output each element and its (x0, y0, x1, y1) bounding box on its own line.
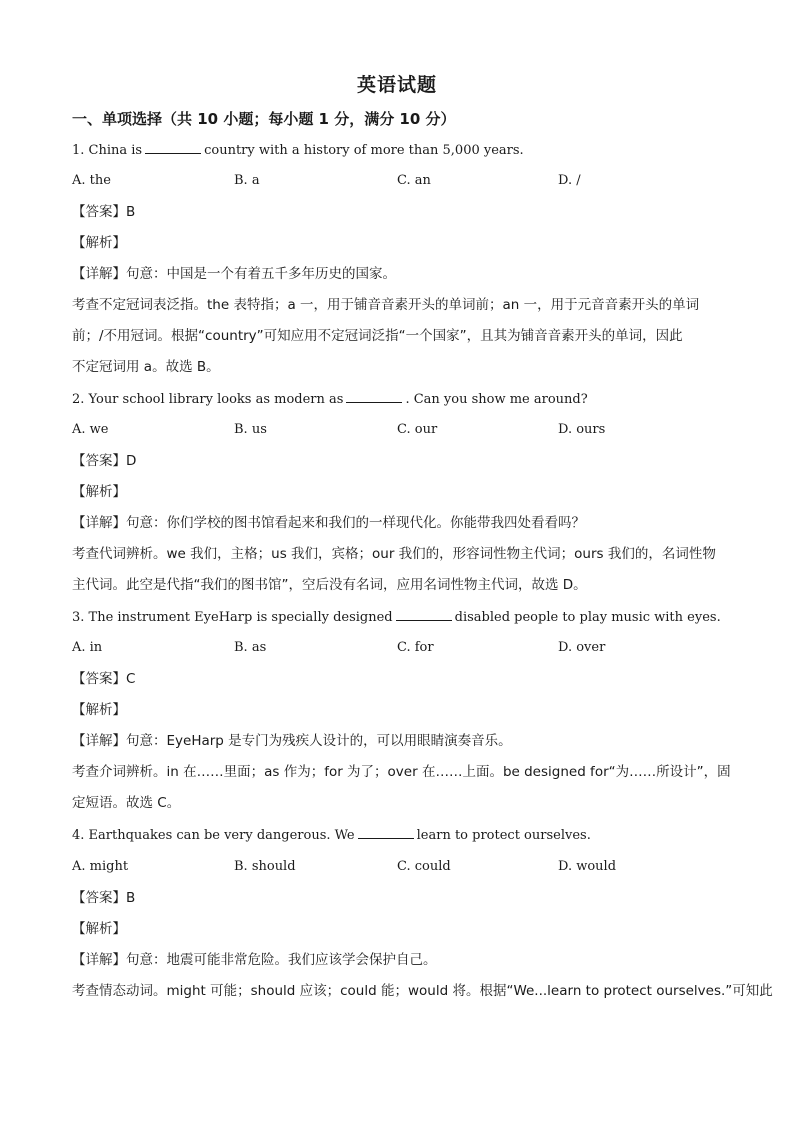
answer-line: 【答案】D (72, 453, 137, 469)
option-c: C. could (397, 859, 451, 874)
option-row (72, 639, 722, 657)
option-a: A. might (72, 859, 129, 874)
analysis-heading: 【解析】 (72, 921, 126, 937)
question-stem: 2. Your school library looks as modern as . Can you show me around? (72, 392, 588, 407)
analysis-heading: 【解析】 (72, 235, 126, 251)
answer-line: 【答案】B (72, 204, 136, 220)
option-d: D. ours (558, 422, 606, 437)
answer-blank (358, 826, 414, 839)
explanation-line: 考查介词辨析。in 在……里面；as 作为；for 为了；over 在……上面。be designed for“为……所设计”，固 (72, 764, 731, 780)
explanation-line: 主代词。此空是代指“我们的图书馆”，空后没有名词，应用名词性物主代词，故选 D。 (72, 577, 587, 593)
option-d: D. / (558, 173, 581, 188)
option-c: C. for (397, 640, 434, 655)
explanation-line: 前；/不用冠词。根据“country”可知应用不定冠词泛指“一个国家”，且其为铺音音素开头的单词，因此 (72, 328, 683, 344)
explanation-line: 考查不定冠词表泛指。the 表特指；a 一，用于铺音音素开头的单词前；an 一，用于元音音素开头的单词 (72, 297, 700, 313)
section-heading: 一、单项选择（共 10 小题；每小题 1 分，满分 10 分） (72, 110, 456, 128)
option-c: C. an (397, 173, 431, 188)
question-stem: 1. China is country with a history of more than 5,000 years. (72, 143, 524, 158)
explanation-line: 考查情态动词。might 可能；should 应该；could 能；would 将。根据“We...learn to protect ourselves.”可知此 (72, 983, 773, 999)
answer-blank (346, 390, 402, 403)
detail-line: 【详解】句意：你们学校的图书馆看起来和我们的一样现代化。你能带我四处看看吗？ (72, 515, 585, 531)
option-row (72, 858, 722, 876)
option-a: A. the (72, 173, 111, 188)
option-a: A. in (72, 640, 103, 655)
question-stem: 3. The instrument EyeHarp is specially designed disabled people to play music with eyes. (72, 610, 721, 625)
answer-blank (396, 608, 452, 621)
question-stem: 4. Earthquakes can be very dangerous. We learn to protect ourselves. (72, 828, 591, 843)
detail-line: 【详解】句意：地震可能非常危险。我们应该学会保护自己。 (72, 952, 437, 968)
answer-blank (145, 141, 201, 154)
option-row (72, 172, 722, 190)
option-c: C. our (397, 422, 438, 437)
explanation-line: 不定冠词用 a。故选 B。 (72, 359, 220, 375)
option-d: D. over (558, 640, 606, 655)
detail-line: 【详解】句意：中国是一个有着五千多年历史的国家。 (72, 266, 396, 282)
analysis-heading: 【解析】 (72, 484, 126, 500)
detail-line: 【详解】句意：EyeHarp 是专门为残疾人设计的，可以用眼睛演奏音乐。 (72, 733, 512, 749)
option-b: B. as (234, 640, 267, 655)
answer-line: 【答案】C (72, 671, 136, 687)
option-b: B. a (234, 173, 260, 188)
option-b: B. should (234, 859, 296, 874)
option-a: A. we (72, 422, 109, 437)
option-row (72, 421, 722, 439)
option-d: D. would (558, 859, 617, 874)
page-title: 英语试题 (356, 74, 437, 96)
option-b: B. us (234, 422, 267, 437)
explanation-line: 定短语。故选 C。 (72, 795, 181, 811)
explanation-line: 考查代词辨析。we 我们，主格；us 我们，宾格；our 我们的，形容词性物主代词；ours 我们的，名词性物 (72, 546, 716, 562)
answer-line: 【答案】B (72, 890, 136, 906)
analysis-heading: 【解析】 (72, 702, 126, 718)
